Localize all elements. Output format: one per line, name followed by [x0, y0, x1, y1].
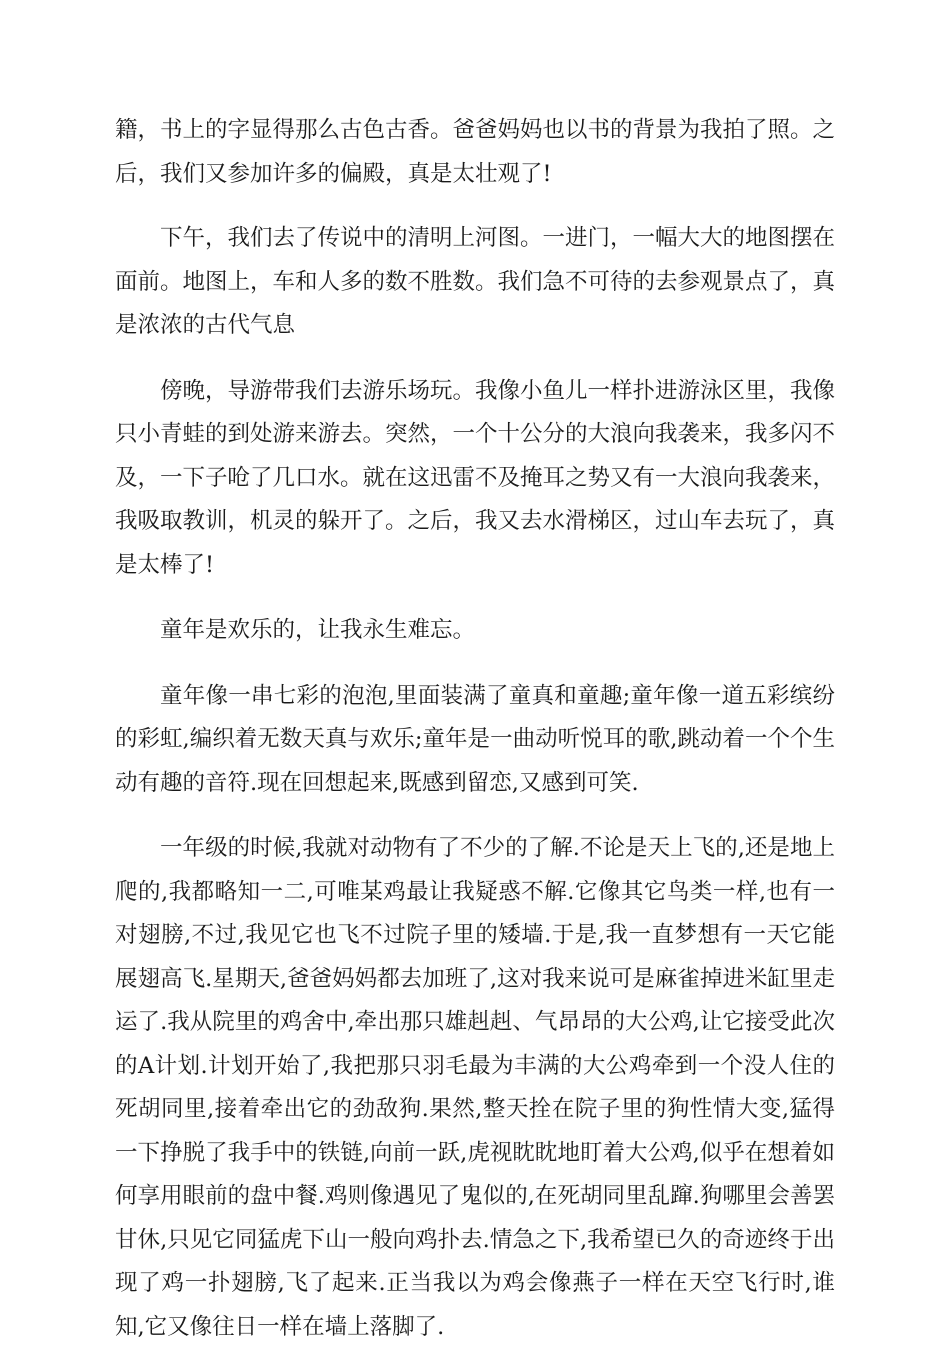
paragraph-chicken-story: 一年级的时候,我就对动物有了不少的了解.不论是天上飞的,还是地上爬的,我都略知一二,可唯某鸡最让我疑惑不解.它像其它鸟类一样,也有一对翅膀,不过,我见它也飞不过院子里的矮墙.于是,我一直梦想有一天它能展翅高飞.星期天,爸爸妈妈都去加班了,这对我来说可是麻雀掉进米缸里走运了.我从院里的鸡舍中,牵出那只雄赳赳、气昂昂的大公鸡,让它接受此次的A计划.计划开始了,我把那只羽毛最为丰满的大公鸡牵到一个没人住的死胡同里,接着牵出它的劲敌狗.果然,整天拴在院子里的狗性情大变,猛得一下挣脱了我手中的铁链,向前一跃,虎视眈眈地盯着大公鸡,似乎在想着如何享用眼前的盘中餐.鸡则像遇见了鬼似的,在死胡同里乱蹿.狗哪里会善罢甘休,只见它同猛虎下山一般向鸡扑去.情急之下,我希望已久的奇迹终于出现了鸡一扑翅膀,飞了起来.正当我以为鸡会像燕子一样在天空飞行时,谁知,它又像往日一样在墙上落脚了.: [115, 835, 835, 1340]
paragraph-childhood-metaphor: 童年像一串七彩的泡泡,里面装满了童真和童趣;童年像一道五彩缤纷的彩虹,编织着无数天真与欢乐;童年是一曲动听悦耳的歌,跳动着一个个生动有趣的音符.现在回想起来,既感到留恋,又感到可笑.: [115, 682, 835, 796]
paragraph-childhood-happy: 童年是欢乐的，让我永生难忘。: [160, 617, 476, 643]
paragraph-evening: 傍晚，导游带我们去游乐场玩。我像小鱼儿一样扑进游泳区里，我像只小青蛙的到处游来游去。突然，一个十公分的大浪向我袭来，我多闪不及，一下子呛了几口水。就在这迅雷不及掩耳之势又有一大浪向我袭来，我吸取教训，机灵的躲开了。之后，我又去水滑梯区，过山车去玩了，真是太棒了!: [115, 377, 836, 578]
document-body: [115, 109, 835, 1371]
paragraph-continued: 籍，书上的字显得那么古色古香。爸爸妈妈也以书的背景为我拍了照。之后，我们又参加许多的偏殿，真是太壮观了!: [115, 117, 836, 187]
paragraph-afternoon: 下午，我们去了传说中的清明上河图。一进门，一幅大大的地图摆在面前。地图上，车和人多的数不胜数。我们急不可待的去参观景点了，真是浓浓的古代气息: [115, 225, 836, 338]
